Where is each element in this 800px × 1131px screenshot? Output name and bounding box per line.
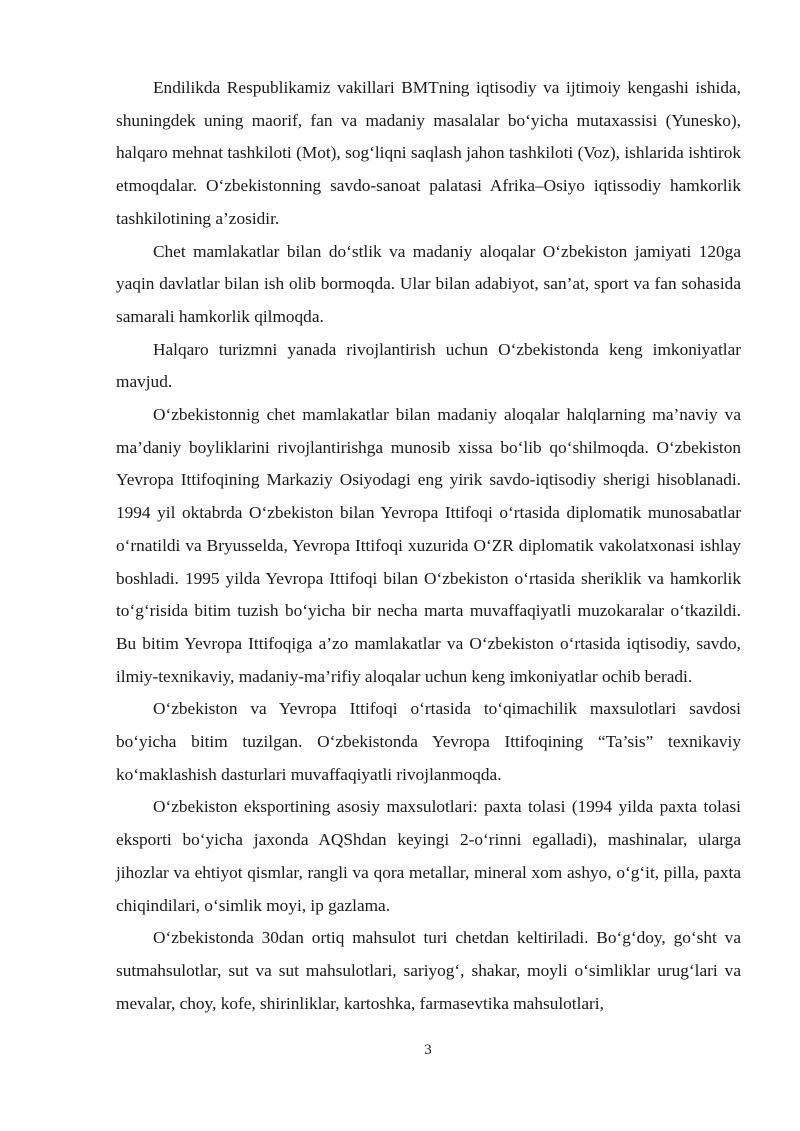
page-number: 3: [424, 1042, 432, 1058]
paragraph-7: O‘zbekistonda 30dan ortiq mahsulot turi chetdan keltiriladi. Bo‘g‘doy, go‘sht va sutmahsulotlar, sut va sut mahsulotlari, sariyog‘, shakar, moyli o‘simliklar urug‘lari va mevalar, choy, kofe, shirinliklar, kartoshka, farmasevtika mahsulotlari,: [116, 928, 741, 1013]
paragraph-2: Chet mamlakatlar bilan do‘stlik va madaniy aloqalar O‘zbekiston jamiyati 120ga yaqin davlatlar bilan ish olib bormoqda. Ular bilan adabiyot, san’at, sport va fan sohasida samarali hamkorlik qilmoqda.: [116, 241, 741, 326]
paragraph-3: Halqaro turizmni yanada rivojlantirish uchun O‘zbekistonda keng imkoniyatlar mavjud.: [116, 339, 741, 392]
body-text: [116, 72, 741, 1020]
paragraph-6: O‘zbekiston eksportining asosiy maxsulotlari: paxta tolasi (1994 yilda paxta tolasi eksporti bo‘yicha jaxonda AQShdan keyingi 2-o‘rinni egalladi), mashinalar, ularga jihozlar va ehtiyot qismlar, rangli va qora metallar, mineral xom ashyo, o‘g‘it, pilla, paxta chiqindilari, o‘simlik moyi, ip gazlama.: [116, 797, 741, 915]
paragraph-4: O‘zbekistonnig chet mamlakatlar bilan madaniy aloqalar halqlarning ma’naviy va ma’daniy boyliklarini rivojlantirishga munosib xissa bo‘lib qo‘shilmoqda. O‘zbekiston Yevropa Ittifoqining Markaziy Osiyodagi eng yirik savdo-iqtisodiy sherigi hisoblanadi. 1994 yil oktabrda O‘zbekiston bilan Yevropa Ittifoqi o‘rtasida diplomatik munosabatlar o‘rnatildi va Bryusselda, Yevropa Ittifoqi xuzurida O‘ZR diplomatik vakolatxonasi ishlay boshladi. 1995 yilda Yevropa Ittifoqi bilan O‘zbekiston o‘rtasida sheriklik va hamkorlik to‘g‘risida bitim tuzish bo‘yicha bir necha marta muvaffaqiyatli muzokaralar o‘tkazildi. Bu bitim Yevropa Ittifoqiga a’zo mamlakatlar va O‘zbekiston o‘rtasida iqtisodiy, savdo, ilmiy-texnikaviy, madaniy-ma’rifiy aloqalar uchun keng imkoniyatlar ochib beradi.: [116, 405, 741, 686]
paragraph-5: O‘zbekiston va Yevropa Ittifoqi o‘rtasida to‘qimachilik maxsulotlari savdosi bo‘yicha bitim tuzilgan. O‘zbekistonda Yevropa Ittifoqining “Ta’sis” texnikaviy ko‘maklashish dasturlari muvaffaqiyatli rivojlanmoqda.: [116, 699, 741, 784]
paragraph-1: Endilikda Respublikamiz vakillari BMTning iqtisodiy va ijtimoiy kengashi ishida, shuningdek uning maorif, fan va madaniy masalalar bo‘yicha mutaxassisi (Yunesko), halqaro mehnat tashkiloti (Mot), sog‘liqni saqlash jahon tashkiloti (Voz), ishlarida ishtirok etmoqdalar. O‘zbekistonning savdo-sanoat palatasi Afrika–Osiyo iqtissodiy hamkorlik tashkilotining a’zosidir.: [116, 78, 741, 228]
